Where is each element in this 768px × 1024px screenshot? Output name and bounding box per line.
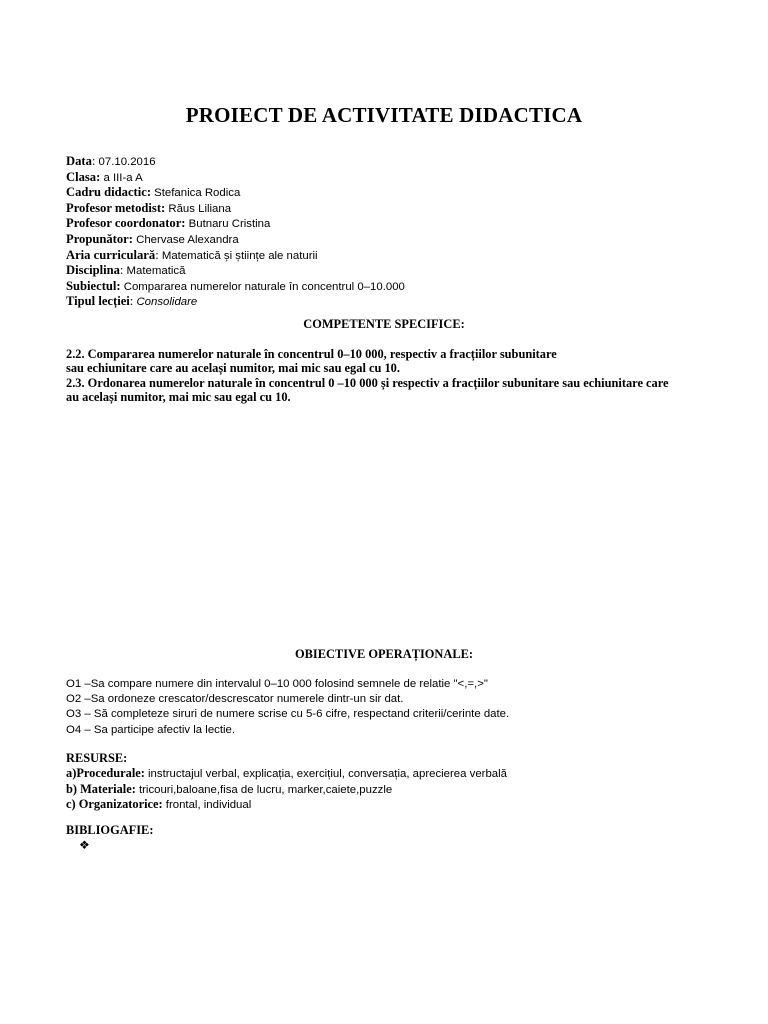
resurse-label: b) Materiale: bbox=[66, 781, 136, 796]
meta-row-coordinator bbox=[66, 216, 405, 232]
meta-row-proposer bbox=[66, 232, 405, 248]
resurse-value: tricouri,baloane,fisa de lucru, marker,caiete,puzzle bbox=[138, 783, 393, 796]
obiectiv-item: O3 – Să completeze siruri de numere scrise cu 5-6 cifre, respectand criterii/cerinte date. bbox=[66, 708, 510, 721]
meta-value: Stefanica Rodica bbox=[154, 187, 241, 200]
meta-value: Răus Liliana bbox=[168, 202, 232, 215]
diamond-bullet-icon: ❖ bbox=[79, 838, 90, 852]
competente-heading: COMPETENTE SPECIFICE: bbox=[303, 317, 465, 331]
resurse-label: c) Organizatorice: bbox=[66, 797, 163, 812]
meta-row-methodist bbox=[66, 201, 405, 217]
document-title: PROIECT DE ACTIVITATE DIDACTICA bbox=[185, 103, 583, 127]
meta-label: Disciplina bbox=[66, 263, 120, 278]
meta-value: Butnaru Cristina bbox=[188, 218, 271, 231]
meta-label: Tipul lecției bbox=[66, 294, 130, 309]
meta-value: Matematică bbox=[126, 265, 186, 278]
resurse-item bbox=[66, 797, 507, 813]
competenta-line: 2.2. Compararea numerelor naturale în concentrul 0–10 000, respectiv a fracțiilor subunitare bbox=[66, 347, 557, 361]
meta-label: Subiectul: bbox=[66, 278, 121, 293]
resurse-label: a)Procedurale: bbox=[66, 765, 145, 780]
bibliografie-heading: BIBLIOGAFIE: bbox=[66, 823, 154, 837]
resurse-item bbox=[66, 782, 507, 798]
resurse-item bbox=[66, 766, 507, 782]
meta-row-teacher bbox=[66, 185, 405, 201]
resurse-section bbox=[66, 751, 507, 813]
meta-row-subject bbox=[66, 279, 405, 295]
meta-value: 07.10.2016 bbox=[98, 156, 156, 168]
meta-value: Consolidare bbox=[136, 296, 198, 309]
meta-value: Matematică și științe ale naturii bbox=[161, 249, 318, 262]
meta-row-date: Data: 07.10.2016 bbox=[66, 154, 156, 168]
resurse-heading: RESURSE: bbox=[66, 751, 128, 765]
meta-label: Profesor metodist: bbox=[66, 200, 166, 215]
meta-row-discipline: Disciplina: Matematică bbox=[66, 263, 186, 278]
lesson-meta bbox=[66, 154, 405, 310]
meta-value: Chervase Alexandra bbox=[136, 233, 239, 246]
meta-value: a III-a A bbox=[103, 171, 143, 184]
meta-label: Data bbox=[66, 154, 92, 168]
resurse-value: instructajul verbal, explicația, exercițiul, conversația, aprecierea verbală bbox=[148, 767, 507, 780]
meta-row-class bbox=[66, 170, 405, 186]
obiectiv-item: O1 –Sa compare numere din intervalul 0–10 000 folosind semnele de relatie "<,=,>" bbox=[66, 678, 488, 690]
meta-label: Profesor coordonator: bbox=[66, 216, 186, 231]
meta-row-lesson-type: Tipul lecției: Consolidare bbox=[66, 294, 198, 309]
resurse-value: frontal, individual bbox=[165, 799, 252, 812]
obiectiv-item: O4 – Sa participe afectiv la lectie. bbox=[66, 723, 236, 736]
obiective-heading: OBIECTIVE OPERAȚIONALE: bbox=[295, 647, 473, 661]
meta-label: Clasa: bbox=[66, 169, 101, 184]
obiectiv-item: O2 –Sa ordoneze crescator/descrescator numerele dintr-un sir dat. bbox=[66, 693, 404, 706]
obiective-list bbox=[66, 677, 509, 738]
competente-list bbox=[66, 347, 726, 405]
meta-value: Compararea numerelor naturale în concentrul 0–10.000 bbox=[123, 280, 405, 293]
meta-row-curricular-area: Aria curriculară: Matematică și științe ale naturii bbox=[66, 247, 318, 262]
competenta-line: au același numitor, mai mic sau egal cu 10. bbox=[66, 390, 291, 405]
meta-label: Propunător: bbox=[66, 231, 133, 246]
competenta-line: sau echiunitare care au același numitor, mai mic sau egal cu 10. bbox=[66, 361, 400, 376]
meta-label: Aria curriculară bbox=[66, 247, 156, 262]
meta-label: Cadru didactic: bbox=[66, 185, 152, 200]
competenta-line: 2.3. Ordonarea numerelor naturale în concentrul 0 –10 000 și respectiv a fracțiilor subunitare sau echiunitare care bbox=[66, 375, 669, 390]
